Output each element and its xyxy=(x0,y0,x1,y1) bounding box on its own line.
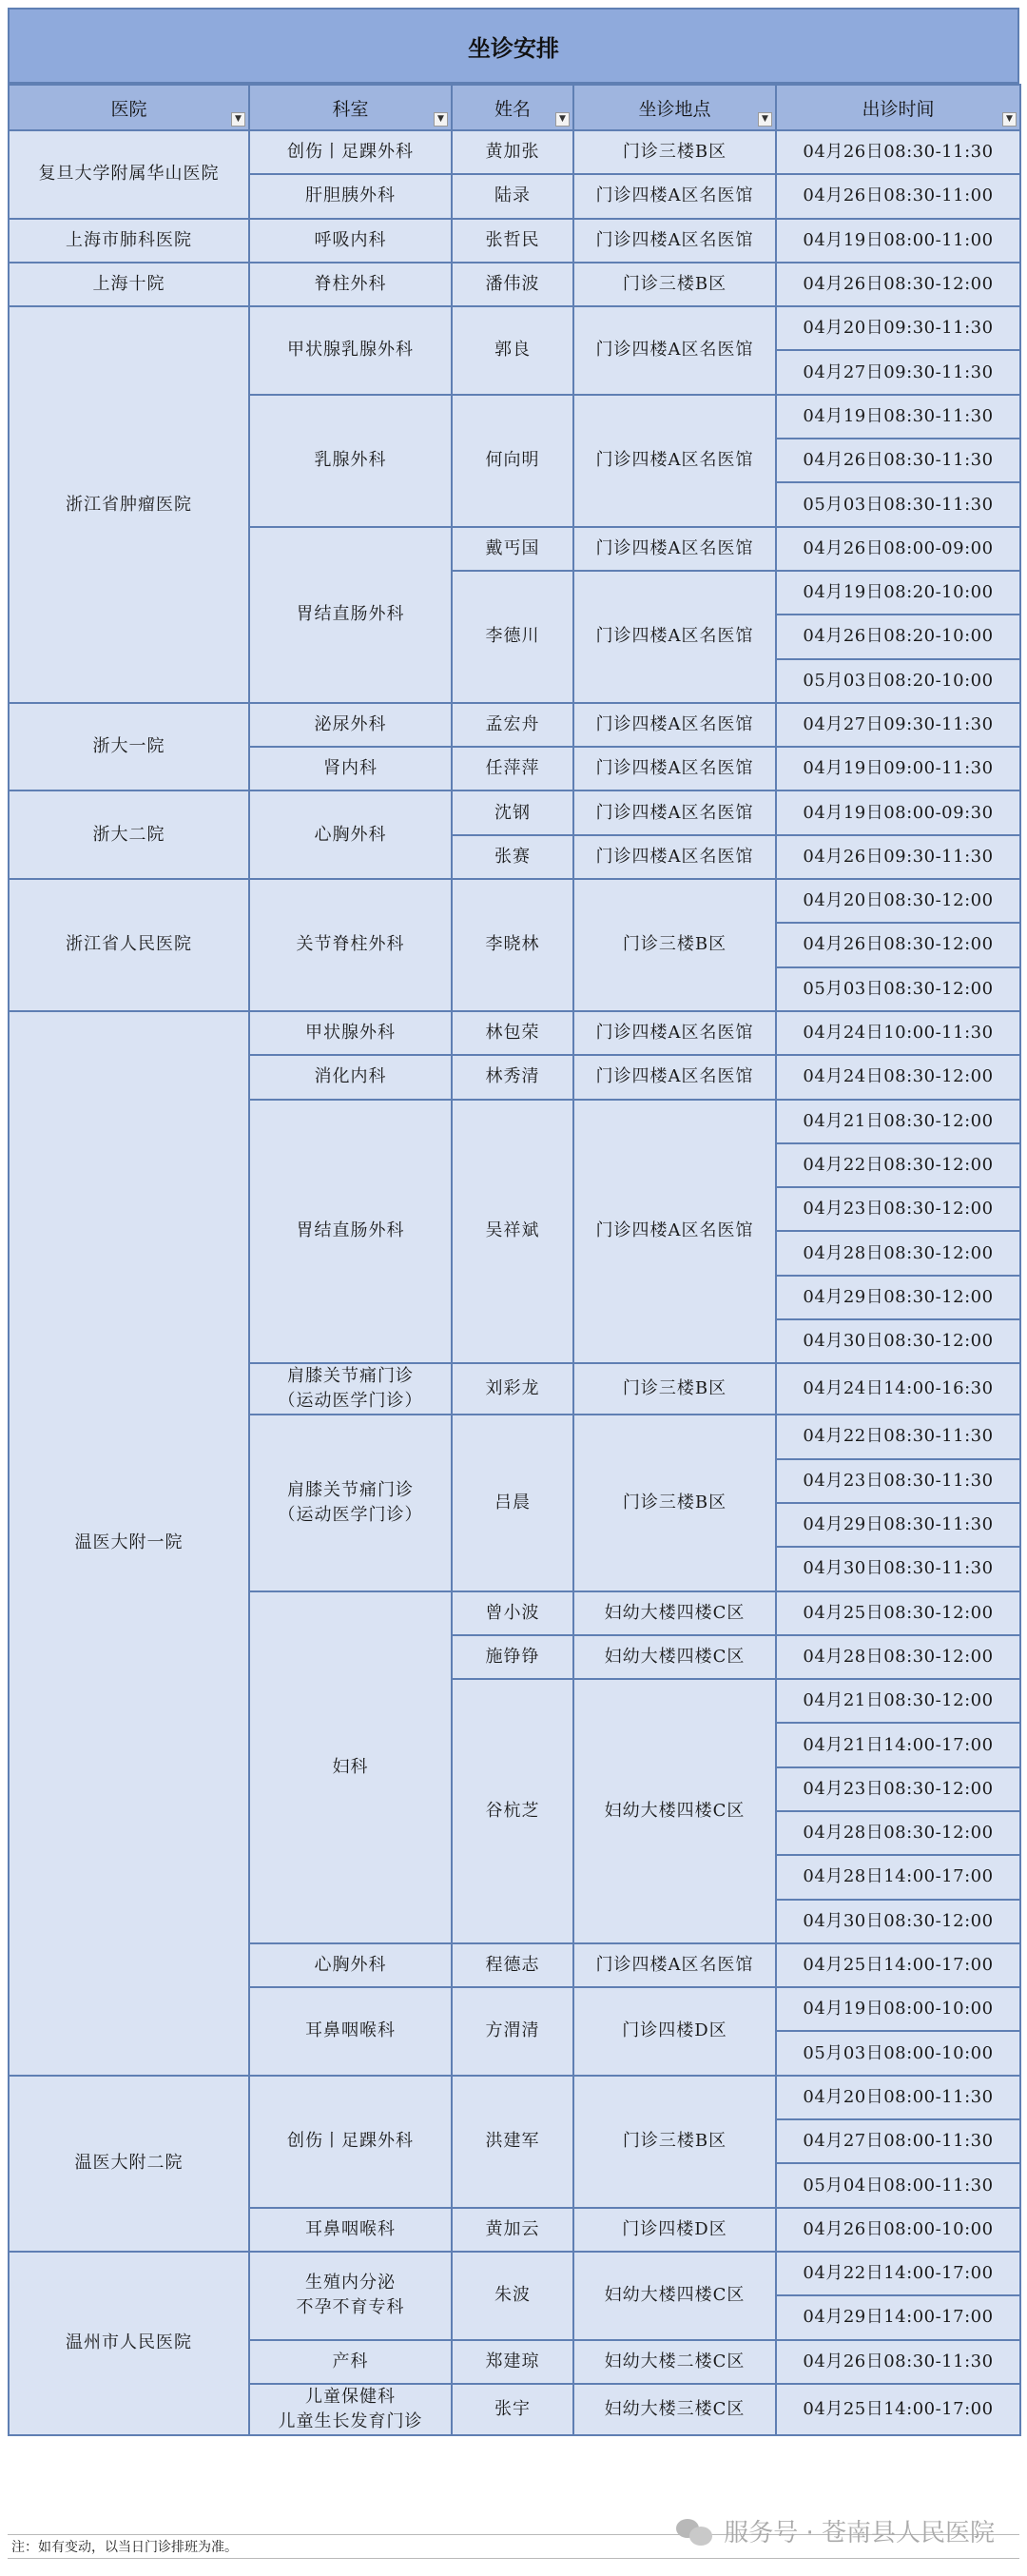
location-cell: 门诊四楼A区名医馆 xyxy=(573,306,776,395)
department-cell: 心胸外科 xyxy=(249,790,452,879)
location-cell: 门诊四楼A区名医馆 xyxy=(573,703,776,747)
table-row xyxy=(9,130,1020,174)
location-cell: 门诊四楼D区 xyxy=(573,1987,776,2076)
department-cell: 呼吸内科 xyxy=(249,219,452,263)
time-cell: 04月21日14:00-17:00 xyxy=(776,1723,1020,1766)
schedule-table xyxy=(8,84,1021,2436)
doctor-cell: 何向明 xyxy=(452,395,573,527)
doctor-cell: 刘彩龙 xyxy=(452,1363,573,1415)
doctor-cell: 吴祥斌 xyxy=(452,1100,573,1364)
department-cell: 消化内科 xyxy=(249,1055,452,1099)
time-cell: 04月27日08:00-11:30 xyxy=(776,2119,1020,2163)
time-cell: 04月26日08:30-12:00 xyxy=(776,923,1020,966)
doctor-cell: 李晓林 xyxy=(452,879,573,1011)
location-cell: 门诊四楼A区名医馆 xyxy=(573,1943,776,1987)
doctor-cell: 张哲民 xyxy=(452,219,573,263)
time-cell: 04月23日08:30-12:00 xyxy=(776,1187,1020,1231)
department-cell: 儿童保健科 儿童生长发育门诊 xyxy=(249,2384,452,2435)
time-cell: 04月28日08:30-12:00 xyxy=(776,1635,1020,1679)
time-cell: 04月24日10:00-11:30 xyxy=(776,1011,1020,1055)
time-cell: 04月21日08:30-12:00 xyxy=(776,1100,1020,1143)
time-cell: 05月04日08:00-11:30 xyxy=(776,2163,1020,2207)
time-cell: 04月20日08:00-11:30 xyxy=(776,2076,1020,2119)
doctor-cell: 任萍萍 xyxy=(452,747,573,790)
department-cell: 胃结直肠外科 xyxy=(249,1100,452,1364)
doctor-cell: 李德川 xyxy=(452,571,573,703)
department-cell: 脊柱外科 xyxy=(249,263,452,306)
doctor-cell: 曾小波 xyxy=(452,1591,573,1635)
doctor-cell: 孟宏舟 xyxy=(452,703,573,747)
doctor-cell: 朱波 xyxy=(452,2252,573,2340)
doctor-cell: 林秀清 xyxy=(452,1055,573,1099)
time-cell: 05月03日08:30-12:00 xyxy=(776,967,1020,1011)
department-cell: 耳鼻咽喉科 xyxy=(249,2208,452,2252)
time-cell: 04月20日08:30-12:00 xyxy=(776,879,1020,923)
department-cell: 心胸外科 xyxy=(249,1943,452,1987)
table-row xyxy=(9,703,1020,747)
location-cell: 门诊三楼B区 xyxy=(573,879,776,1011)
department-cell: 甲状腺外科 xyxy=(249,1011,452,1055)
department-cell: 肩膝关节痛门诊 （运动医学门诊） xyxy=(249,1415,452,1590)
department-cell: 肝胆胰外科 xyxy=(249,174,452,218)
dropdown-filter-icon[interactable]: ▼ xyxy=(555,112,570,127)
location-cell: 门诊四楼A区名医馆 xyxy=(573,1055,776,1099)
location-cell: 门诊四楼A区名医馆 xyxy=(573,1011,776,1055)
time-cell: 04月26日08:30-11:30 xyxy=(776,439,1020,482)
location-cell: 妇幼大楼二楼C区 xyxy=(573,2340,776,2384)
department-cell: 肩膝关节痛门诊 （运动医学门诊） xyxy=(249,1363,452,1415)
doctor-cell: 戴丐国 xyxy=(452,527,573,571)
doctor-cell: 程德志 xyxy=(452,1943,573,1987)
time-cell: 04月28日14:00-17:00 xyxy=(776,1855,1020,1899)
time-cell: 04月27日09:30-11:30 xyxy=(776,350,1020,394)
table-row xyxy=(9,263,1020,306)
time-cell: 04月23日08:30-12:00 xyxy=(776,1767,1020,1811)
time-cell: 04月19日08:00-09:30 xyxy=(776,790,1020,834)
doctor-cell: 沈钢 xyxy=(452,790,573,834)
department-cell: 关节脊柱外科 xyxy=(249,879,452,1011)
time-cell: 04月19日09:00-11:30 xyxy=(776,747,1020,790)
department-cell: 生殖内分泌 不孕不育专科 xyxy=(249,2252,452,2340)
department-cell: 创伤丨足踝外科 xyxy=(249,2076,452,2208)
time-cell: 04月22日14:00-17:00 xyxy=(776,2252,1020,2295)
table-row xyxy=(9,219,1020,263)
hospital-cell: 复旦大学附属华山医院 xyxy=(9,130,249,219)
time-cell: 04月19日08:00-10:00 xyxy=(776,1987,1020,2031)
table-row xyxy=(9,1011,1020,1055)
header-time: 出诊时间 ▼ xyxy=(776,85,1020,130)
location-cell: 门诊三楼B区 xyxy=(573,2076,776,2208)
hospital-cell: 上海市肺科医院 xyxy=(9,219,249,263)
time-cell: 05月03日08:00-10:00 xyxy=(776,2031,1020,2075)
doctor-cell: 张宇 xyxy=(452,2384,573,2435)
location-cell: 妇幼大楼四楼C区 xyxy=(573,1679,776,1943)
location-cell: 门诊四楼A区名医馆 xyxy=(573,174,776,218)
location-cell: 门诊四楼A区名医馆 xyxy=(573,219,776,263)
time-cell: 04月30日08:30-11:30 xyxy=(776,1547,1020,1590)
doctor-cell: 郭良 xyxy=(452,306,573,395)
watermark-text: 服务号 · 苍南县人民医院 xyxy=(724,2519,995,2547)
watermark xyxy=(676,2513,995,2548)
hospital-cell: 浙江省肿瘤医院 xyxy=(9,306,249,703)
department-cell: 乳腺外科 xyxy=(249,395,452,527)
location-cell: 门诊四楼A区名医馆 xyxy=(573,395,776,527)
hospital-cell: 浙江省人民医院 xyxy=(9,879,249,1011)
header-row xyxy=(9,85,1020,130)
time-cell: 04月24日14:00-16:30 xyxy=(776,1363,1020,1415)
time-cell: 04月26日08:00-09:00 xyxy=(776,527,1020,571)
table-row xyxy=(9,2252,1020,2295)
time-cell: 04月22日08:30-12:00 xyxy=(776,1143,1020,1187)
header-name: 姓名 ▼ xyxy=(452,85,573,130)
table-row xyxy=(9,2076,1020,2119)
time-cell: 05月03日08:30-11:30 xyxy=(776,482,1020,526)
doctor-cell: 吕晨 xyxy=(452,1415,573,1590)
department-cell: 甲状腺乳腺外科 xyxy=(249,306,452,395)
location-cell: 门诊三楼B区 xyxy=(573,263,776,306)
table-row xyxy=(9,879,1020,923)
location-cell: 门诊三楼B区 xyxy=(573,130,776,174)
time-cell: 04月26日08:30-11:30 xyxy=(776,130,1020,174)
doctor-cell: 方渭清 xyxy=(452,1987,573,2076)
department-cell: 产科 xyxy=(249,2340,452,2384)
time-cell: 04月26日08:30-12:00 xyxy=(776,263,1020,306)
location-cell: 门诊三楼B区 xyxy=(573,1363,776,1415)
doctor-cell: 郑建琼 xyxy=(452,2340,573,2384)
footnote: 注：如有变动，以当日门诊排班为准。 xyxy=(8,2534,1019,2559)
hospital-cell: 温医大附一院 xyxy=(9,1011,249,2076)
time-cell: 04月28日08:30-12:00 xyxy=(776,1811,1020,1855)
location-cell: 妇幼大楼四楼C区 xyxy=(573,1591,776,1635)
time-cell: 04月30日08:30-12:00 xyxy=(776,1900,1020,1943)
department-cell: 胃结直肠外科 xyxy=(249,527,452,703)
time-cell: 04月21日08:30-12:00 xyxy=(776,1679,1020,1723)
location-cell: 门诊四楼A区名医馆 xyxy=(573,790,776,834)
location-cell: 门诊四楼D区 xyxy=(573,2208,776,2252)
time-cell: 04月19日08:00-11:00 xyxy=(776,219,1020,263)
doctor-cell: 陆录 xyxy=(452,174,573,218)
time-cell: 04月25日14:00-17:00 xyxy=(776,1943,1020,1987)
table-row xyxy=(9,790,1020,834)
location-cell: 门诊三楼B区 xyxy=(573,1415,776,1590)
location-cell: 妇幼大楼三楼C区 xyxy=(573,2384,776,2435)
hospital-cell: 上海十院 xyxy=(9,263,249,306)
time-cell: 04月30日08:30-12:00 xyxy=(776,1319,1020,1363)
doctor-cell: 施铮铮 xyxy=(452,1635,573,1679)
hospital-cell: 温医大附二院 xyxy=(9,2076,249,2252)
time-cell: 04月25日14:00-17:00 xyxy=(776,2384,1020,2435)
dropdown-filter-icon[interactable]: ▼ xyxy=(1002,112,1017,127)
time-cell: 04月29日08:30-12:00 xyxy=(776,1276,1020,1319)
time-cell: 04月29日08:30-11:30 xyxy=(776,1503,1020,1547)
location-cell: 门诊四楼A区名医馆 xyxy=(573,527,776,571)
location-cell: 门诊四楼A区名医馆 xyxy=(573,571,776,703)
dropdown-filter-icon[interactable]: ▼ xyxy=(231,112,245,127)
time-cell: 04月22日08:30-11:30 xyxy=(776,1415,1020,1458)
time-cell: 04月26日09:30-11:30 xyxy=(776,835,1020,879)
hospital-cell: 温州市人民医院 xyxy=(9,2252,249,2435)
location-cell: 门诊四楼A区名医馆 xyxy=(573,1100,776,1364)
time-cell: 04月26日08:30-11:30 xyxy=(776,2340,1020,2384)
location-cell: 门诊四楼A区名医馆 xyxy=(573,747,776,790)
doctor-cell: 黄加云 xyxy=(452,2208,573,2252)
hospital-cell: 浙大一院 xyxy=(9,703,249,791)
dropdown-filter-icon[interactable]: ▼ xyxy=(434,112,448,127)
department-cell: 肾内科 xyxy=(249,747,452,790)
doctor-cell: 林包荣 xyxy=(452,1011,573,1055)
header-location: 坐诊地点 ▼ xyxy=(573,85,776,130)
time-cell: 04月28日08:30-12:00 xyxy=(776,1231,1020,1275)
dropdown-filter-icon[interactable]: ▼ xyxy=(758,112,772,127)
doctor-cell: 黄加张 xyxy=(452,130,573,174)
doctor-cell: 张赛 xyxy=(452,835,573,879)
wechat-icon xyxy=(676,2517,714,2546)
time-cell: 04月25日08:30-12:00 xyxy=(776,1591,1020,1635)
time-cell: 04月26日08:30-11:00 xyxy=(776,174,1020,218)
header-department: 科室 ▼ xyxy=(249,85,452,130)
time-cell: 04月26日08:00-10:00 xyxy=(776,2208,1020,2252)
time-cell: 05月03日08:20-10:00 xyxy=(776,659,1020,703)
doctor-cell: 谷杭芝 xyxy=(452,1679,573,1943)
department-cell: 耳鼻咽喉科 xyxy=(249,1987,452,2076)
time-cell: 04月24日08:30-12:00 xyxy=(776,1055,1020,1099)
table-row xyxy=(9,306,1020,350)
doctor-cell: 洪建军 xyxy=(452,2076,573,2208)
department-cell: 妇科 xyxy=(249,1591,452,1943)
header-hospital: 医院 ▼ xyxy=(9,85,249,130)
schedule-body xyxy=(9,130,1020,2435)
time-cell: 04月23日08:30-11:30 xyxy=(776,1459,1020,1503)
doctor-cell: 潘伟波 xyxy=(452,263,573,306)
time-cell: 04月19日08:20-10:00 xyxy=(776,571,1020,615)
time-cell: 04月20日09:30-11:30 xyxy=(776,306,1020,350)
time-cell: 04月26日08:20-10:00 xyxy=(776,615,1020,658)
location-cell: 门诊四楼A区名医馆 xyxy=(573,835,776,879)
location-cell: 妇幼大楼四楼C区 xyxy=(573,1635,776,1679)
time-cell: 04月29日14:00-17:00 xyxy=(776,2295,1020,2339)
time-cell: 04月19日08:30-11:30 xyxy=(776,395,1020,439)
location-cell: 妇幼大楼四楼C区 xyxy=(573,2252,776,2340)
department-cell: 泌尿外科 xyxy=(249,703,452,747)
sheet-title: 坐诊安排 xyxy=(8,8,1019,84)
time-cell: 04月27日09:30-11:30 xyxy=(776,703,1020,747)
hospital-cell: 浙大二院 xyxy=(9,790,249,879)
department-cell: 创伤丨足踝外科 xyxy=(249,130,452,174)
